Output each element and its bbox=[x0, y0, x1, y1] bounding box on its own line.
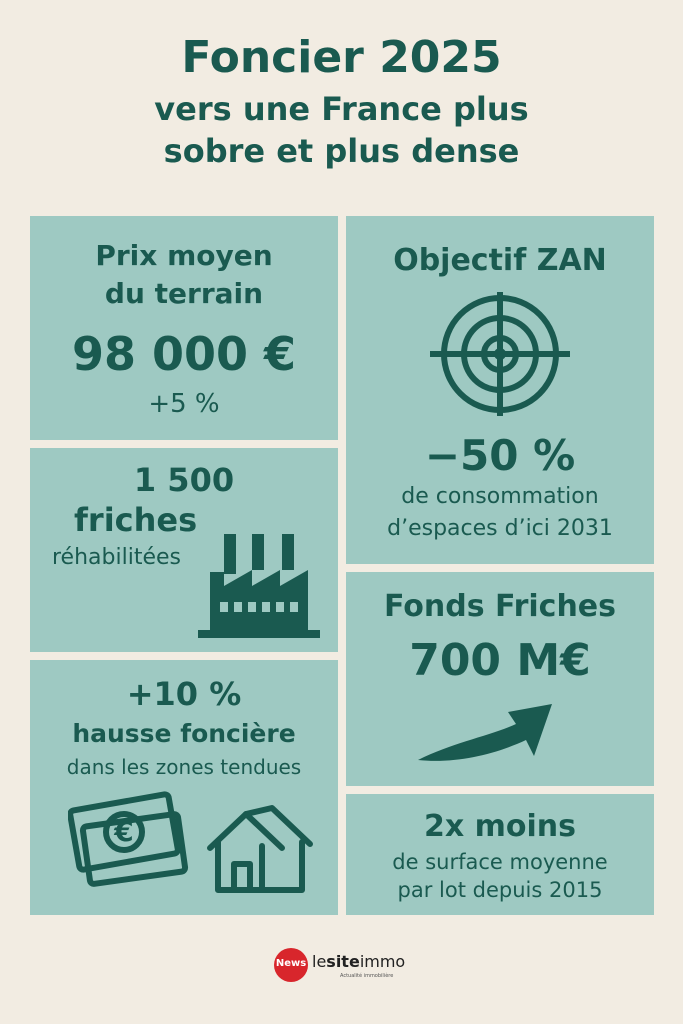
zan-value: −50 % bbox=[424, 431, 576, 480]
brand-name bbox=[312, 952, 405, 972]
surface-value: 2x moins bbox=[423, 809, 577, 844]
fonds-value: 700 M€ bbox=[409, 635, 591, 686]
page-subtitle-line1: vers une France plus bbox=[154, 90, 529, 128]
page-subtitle-line2: sobre et plus dense bbox=[163, 132, 520, 170]
price-label-line1: Prix moyen bbox=[95, 239, 273, 272]
brand-part-site: site bbox=[326, 952, 360, 971]
brand-tagline: Actualité immobilière bbox=[340, 973, 394, 979]
zan-label-line2: d’espaces d’ici 2031 bbox=[387, 516, 613, 541]
header bbox=[0, 28, 683, 172]
news-badge-label: News bbox=[275, 958, 307, 969]
price-value: 98 000 € bbox=[71, 327, 297, 381]
hausse-label-line2: dans les zones tendues bbox=[66, 755, 302, 779]
surface-label-line1: de surface moyenne bbox=[392, 850, 608, 874]
price-label-line2: du terrain bbox=[104, 277, 264, 310]
panel-average-price bbox=[30, 216, 338, 440]
surface-label-line2: par lot depuis 2015 bbox=[397, 878, 603, 902]
page-title: Foncier 2025 bbox=[181, 32, 502, 83]
brand-part-immo: immo bbox=[359, 952, 406, 971]
factory-icon bbox=[196, 530, 322, 640]
arrow-up-icon bbox=[414, 700, 556, 770]
banknotes-icon bbox=[68, 788, 192, 888]
friches-label-line1: friches bbox=[74, 501, 198, 539]
panel-fonds-friches bbox=[346, 572, 654, 786]
panel-objectif-zan bbox=[346, 216, 654, 564]
panel-friches bbox=[30, 448, 338, 652]
currency-symbol: € bbox=[114, 815, 134, 848]
house-icon bbox=[204, 804, 316, 896]
friches-value: 1 500 bbox=[133, 461, 235, 499]
friches-label-line2: réhabilitées bbox=[52, 545, 181, 570]
zan-label-line1: de consommation bbox=[401, 484, 599, 509]
panel-surface-moyenne bbox=[346, 794, 654, 915]
brand-part-le: le bbox=[312, 952, 327, 971]
hausse-value: +10 % bbox=[126, 675, 242, 713]
fonds-title: Fonds Friches bbox=[383, 589, 617, 624]
price-change: +5 % bbox=[148, 389, 220, 419]
panel-hausse-fonciere bbox=[30, 660, 338, 915]
zan-title: Objectif ZAN bbox=[393, 243, 607, 278]
target-icon bbox=[430, 292, 570, 416]
brand-logo bbox=[270, 946, 420, 986]
hausse-label-line1: hausse foncière bbox=[72, 719, 296, 748]
